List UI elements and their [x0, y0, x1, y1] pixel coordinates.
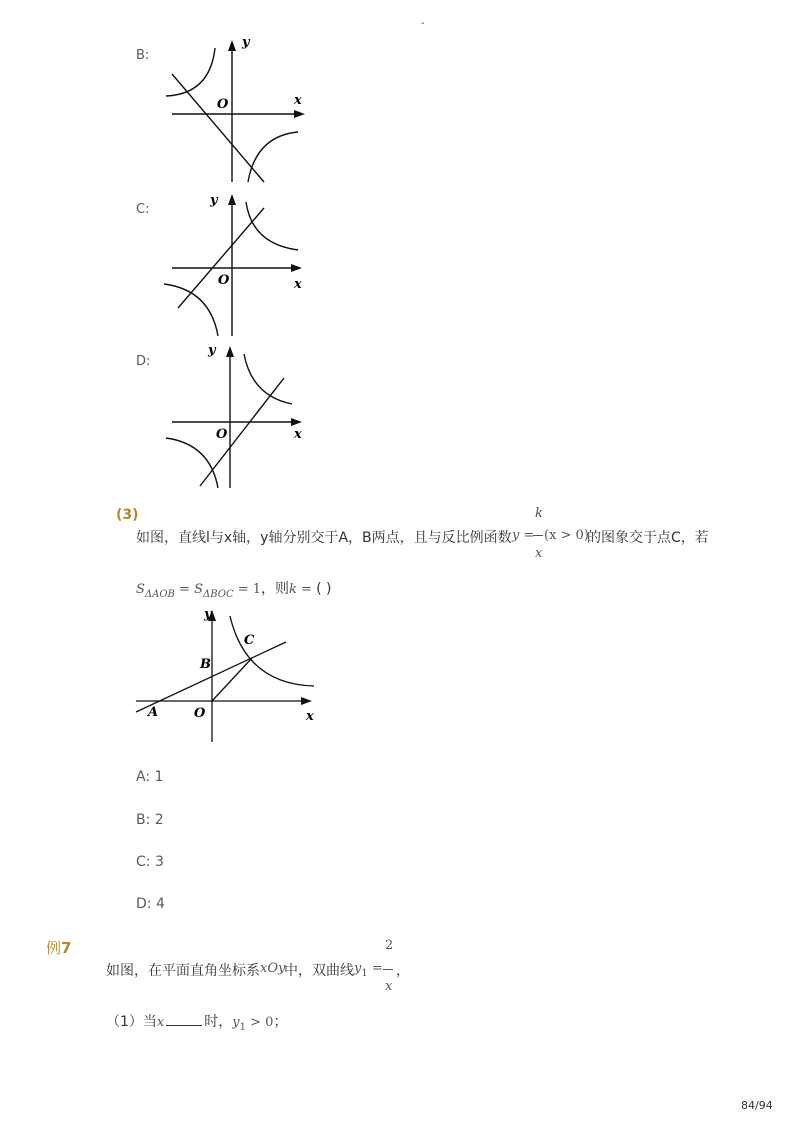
option-b-label: B: [136, 48, 150, 63]
area-sub2: ΔBOC [202, 589, 234, 600]
area-s1: S [136, 582, 145, 597]
fig-c-label: C [244, 633, 255, 648]
origin-label: O [216, 427, 228, 442]
example-label: 例7 [46, 939, 72, 957]
example7-intro-end: ， [396, 963, 410, 979]
y-axis-arrow [228, 40, 236, 51]
y-label: y [242, 36, 250, 50]
function-condition: (x > 0) [544, 528, 589, 543]
k-expr: k = [289, 582, 317, 597]
example7-intro-line [106, 936, 506, 996]
origin-label: O [217, 97, 229, 112]
question3-text-part1: 如图，直线l与x轴，y轴分别交于A，B两点，且与反比例函数 [136, 530, 512, 546]
x-axis-arrow [291, 264, 302, 272]
part1-mid: 时， [204, 1014, 233, 1030]
option-c-graph [160, 190, 310, 340]
fig-o-label: O [194, 706, 206, 721]
fraction-bar [533, 535, 543, 536]
function-lhs: y = [512, 528, 535, 543]
choice-d[interactable]: D: 4 [136, 896, 165, 912]
x-axis-arrow [301, 697, 312, 705]
x-axis-arrow [291, 418, 302, 426]
segment-oc [212, 658, 252, 701]
question3-stem-line [136, 506, 736, 566]
question-number: (3) [116, 507, 139, 523]
hyperbola-branch-upper-left [166, 48, 215, 96]
page-number: 84/94 [741, 1099, 773, 1112]
fig-x-label: x [306, 709, 314, 724]
curve-lhs: $y_1$ = [354, 961, 383, 979]
hyperbola-branch-lower-left [166, 438, 218, 488]
question3-area-line [136, 578, 436, 602]
x-label: x [294, 277, 302, 292]
option-d-label: D: [136, 354, 151, 369]
area-eq: = S [174, 582, 203, 597]
choice-b[interactable]: B: 2 [136, 812, 164, 828]
choice-c[interactable]: C: 3 [136, 854, 164, 870]
example7-part1 [106, 1011, 406, 1035]
hyperbola-branch-lower-right [248, 132, 298, 182]
function-numerator: k [535, 506, 543, 521]
fig-b-label: B [200, 657, 211, 672]
fig-a-label: A [148, 705, 159, 720]
y-label: y [210, 193, 218, 208]
function-denominator: x [535, 546, 543, 561]
option-d-graph [160, 342, 310, 492]
hyperbola [230, 616, 314, 686]
option-b-graph [160, 36, 310, 186]
part1-expr-lhs: y [232, 1015, 240, 1030]
area-sub1: ΔAOB [144, 589, 175, 600]
part1-end: ； [273, 1014, 288, 1030]
line [178, 208, 264, 308]
coord-system: xOy [260, 961, 286, 976]
x-label: x [294, 427, 302, 442]
curve-denominator: x [385, 979, 393, 994]
question3-figure [134, 606, 324, 746]
x-label: x [294, 93, 302, 108]
example7-intro-mid: 中，双曲线 [284, 963, 354, 979]
y-axis-arrow [226, 346, 234, 357]
curve-numerator: 2 [385, 938, 394, 953]
part1-expr-rhs: > 0 [246, 1015, 274, 1030]
choice-a[interactable]: A: 1 [136, 769, 164, 785]
line [200, 378, 284, 486]
answer-blank[interactable] [166, 1011, 202, 1026]
x-axis-arrow [294, 110, 305, 118]
hyperbola-branch-lower-left [164, 284, 218, 336]
header-mark: - [421, 18, 425, 29]
answer-paren: ( ) [316, 581, 332, 597]
hyperbola-branch-upper-right [244, 354, 292, 404]
origin-label: O [218, 273, 230, 288]
option-c-label: C: [136, 202, 150, 217]
y-label: y [208, 343, 216, 358]
line [172, 74, 264, 182]
curve-fraction-bar [383, 969, 393, 970]
fig-y-label: y [204, 607, 212, 622]
then-text: ，则 [261, 581, 290, 597]
hyperbola-branch-upper-right [246, 202, 298, 250]
example7-intro-text: 如图，在平面直角坐标系 [106, 963, 260, 979]
part1-var: x [156, 1015, 165, 1030]
part1-prefix: （1）当 [106, 1014, 157, 1030]
area-val: = 1 [233, 582, 262, 597]
question3-text-part2: 的图象交于点C，若 [587, 530, 709, 546]
y-axis-arrow [228, 194, 236, 205]
part1-expr-sub: 1 [239, 1022, 246, 1033]
